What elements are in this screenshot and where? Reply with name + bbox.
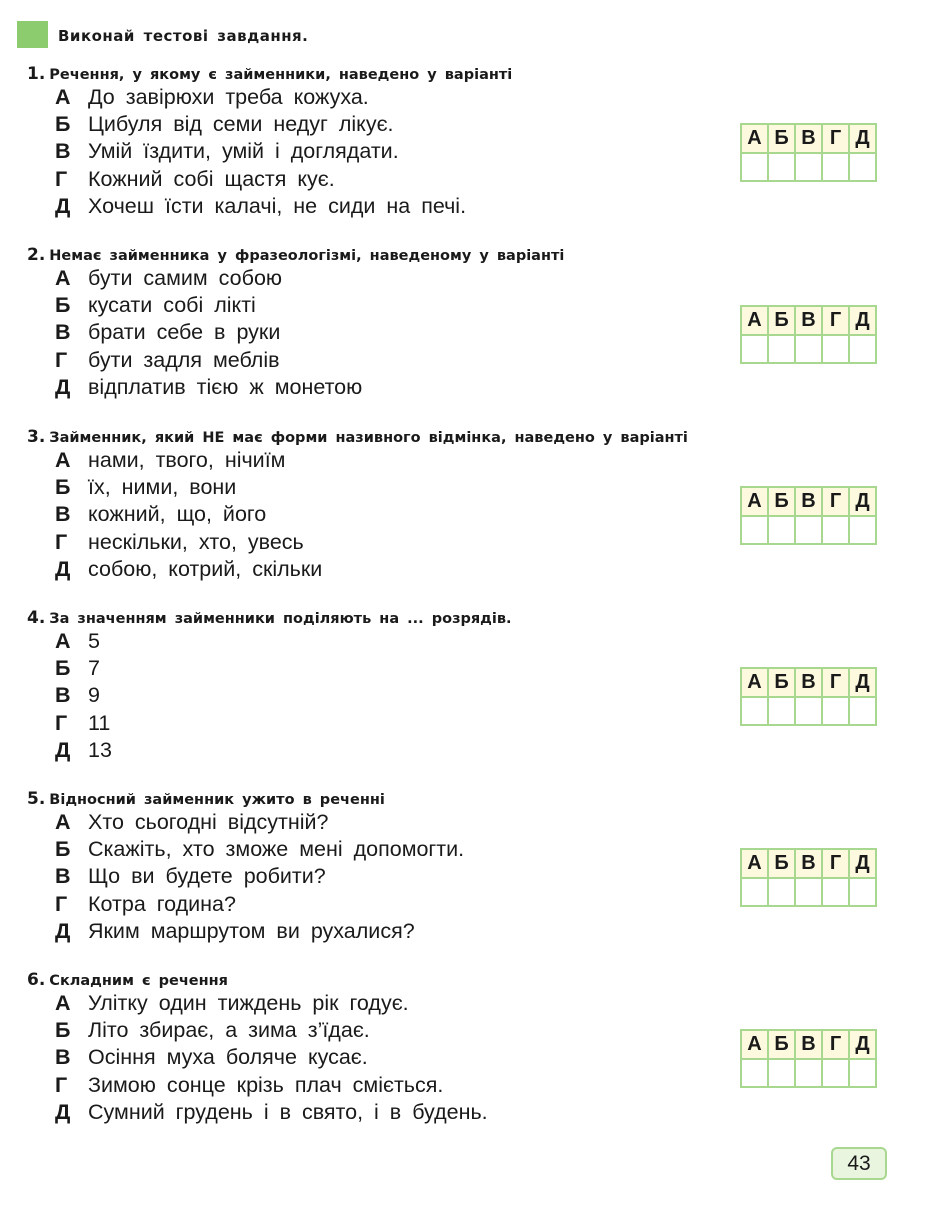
question-number: 4. <box>27 608 46 628</box>
option-text: Яким маршрутом ви рухалися? <box>88 918 415 943</box>
answer-option <box>55 138 466 165</box>
question-prompt <box>27 608 512 628</box>
option-letter: В <box>55 502 71 527</box>
answer-option <box>55 1099 488 1126</box>
answer-grid-header <box>741 124 876 153</box>
option-letter: Г <box>55 529 68 554</box>
answer-cell[interactable] <box>795 1059 822 1087</box>
answer-cell[interactable] <box>768 1059 795 1087</box>
answer-option <box>55 1072 488 1099</box>
answer-option <box>55 347 362 374</box>
answer-option <box>55 447 322 474</box>
answer-grid-cells <box>741 1059 876 1087</box>
answer-grid <box>740 305 877 364</box>
answer-option <box>55 374 362 401</box>
answer-option <box>55 529 322 556</box>
grid-letter: Б <box>768 124 795 153</box>
option-letter: А <box>55 266 71 290</box>
grid-letter: А <box>741 668 768 697</box>
grid-letter: Г <box>822 124 849 153</box>
answer-option <box>55 990 488 1017</box>
answer-option <box>55 1044 488 1071</box>
answer-cell[interactable] <box>768 153 795 181</box>
grid-letter: В <box>795 1030 822 1059</box>
answer-cell[interactable] <box>822 335 849 363</box>
grid-letter: Б <box>768 1030 795 1059</box>
option-letter: А <box>55 629 71 653</box>
option-text: Хто сьогодні відсутній? <box>88 810 329 834</box>
answer-cell[interactable] <box>768 335 795 363</box>
option-letter: Б <box>55 656 71 681</box>
option-text: 5 <box>88 629 100 653</box>
option-letter: Д <box>55 737 71 762</box>
answer-grid-header <box>741 306 876 335</box>
answer-options <box>55 265 362 401</box>
grid-letter: Б <box>768 668 795 697</box>
option-text: 11 <box>88 710 111 735</box>
option-text: їх, ними, вони <box>88 475 237 500</box>
answer-cell[interactable] <box>795 335 822 363</box>
answer-cell[interactable] <box>822 153 849 181</box>
answer-option <box>55 710 112 737</box>
answer-cell[interactable] <box>741 335 768 363</box>
grid-letter: В <box>795 849 822 878</box>
grid-letter: А <box>741 124 768 153</box>
answer-cell[interactable] <box>795 697 822 725</box>
option-text: відплатив тією ж монетою <box>88 374 363 399</box>
answer-cell[interactable] <box>741 516 768 544</box>
option-letter: Г <box>55 166 68 191</box>
grid-letter: Д <box>849 487 876 516</box>
option-letter: В <box>55 139 71 164</box>
option-letter: А <box>55 448 71 472</box>
answer-grid <box>740 667 877 726</box>
answer-cell[interactable] <box>741 697 768 725</box>
grid-letter: А <box>741 849 768 878</box>
option-letter: Д <box>55 193 71 218</box>
answer-cell[interactable] <box>795 153 822 181</box>
option-text: нами, твого, нічиїм <box>88 448 286 472</box>
option-text: нескільки, хто, увесь <box>88 529 304 554</box>
answer-grid-header <box>741 1030 876 1059</box>
question-4 <box>0 608 925 788</box>
answer-grid <box>740 848 877 907</box>
question-prompt <box>27 789 385 809</box>
answer-options <box>55 990 488 1126</box>
answer-grid <box>740 1029 877 1088</box>
answer-option <box>55 292 362 319</box>
option-letter: А <box>55 991 71 1015</box>
question-text: За значенням займенники поділяють на ... розрядів. <box>49 611 512 627</box>
option-text: собою, котрий, скільки <box>88 556 323 581</box>
option-text: бути самим собою <box>88 266 283 290</box>
grid-letter: Д <box>849 849 876 878</box>
answer-option <box>55 319 362 346</box>
answer-option <box>55 111 466 138</box>
grid-letter: В <box>795 306 822 335</box>
option-text: До завірюхи треба кожуха. <box>88 85 369 109</box>
option-text: Літо збирає, а зима з’їдає. <box>88 1018 370 1043</box>
grid-letter: А <box>741 1030 768 1059</box>
option-text: Що ви будете робити? <box>88 864 326 889</box>
answer-grid <box>740 123 877 182</box>
option-text: Скажіть, хто зможе мені допомогти. <box>88 837 465 862</box>
grid-letter: В <box>795 124 822 153</box>
answer-cell[interactable] <box>795 878 822 906</box>
answer-option <box>55 474 322 501</box>
grid-letter: Г <box>822 306 849 335</box>
answer-cell[interactable] <box>822 697 849 725</box>
answer-option <box>55 737 112 764</box>
option-text: Котра година? <box>88 891 236 916</box>
option-letter: Д <box>55 556 71 581</box>
answer-options <box>55 628 112 764</box>
option-text: 13 <box>88 737 112 762</box>
option-text: кожний, що, його <box>88 502 267 527</box>
answer-cell[interactable] <box>768 878 795 906</box>
answer-grid-cells <box>741 697 876 725</box>
question-number: 2. <box>27 245 46 265</box>
option-letter: В <box>55 683 71 708</box>
question-prompt <box>27 427 688 447</box>
option-text: бути задля меблів <box>88 347 280 372</box>
question-number: 1. <box>27 64 46 84</box>
answer-option <box>55 836 464 863</box>
answer-cell[interactable] <box>849 1059 876 1087</box>
option-letter: Г <box>55 891 68 916</box>
answer-grid-cells <box>741 516 876 544</box>
answer-cell[interactable] <box>822 878 849 906</box>
option-text: Хочеш їсти калачі, не сиди на печі. <box>88 193 467 218</box>
answer-cell[interactable] <box>741 1059 768 1087</box>
answer-option <box>55 501 322 528</box>
grid-letter: В <box>795 668 822 697</box>
option-letter: Г <box>55 1072 68 1097</box>
question-number: 6. <box>27 970 46 990</box>
question-number: 5. <box>27 789 46 809</box>
answer-grid-cells <box>741 335 876 363</box>
answer-option <box>55 655 112 682</box>
question-text: Складним є речення <box>49 973 228 989</box>
question-prompt <box>27 64 512 84</box>
option-text: Осіння муха боляче кусає. <box>88 1045 368 1070</box>
option-letter: Б <box>55 293 71 318</box>
question-1 <box>0 64 925 244</box>
option-text: Сумний грудень і в свято, і в будень. <box>88 1099 488 1124</box>
answer-cell[interactable] <box>849 697 876 725</box>
answer-option <box>55 193 466 220</box>
answer-option <box>55 1017 488 1044</box>
answer-grid-header <box>741 487 876 516</box>
option-letter: Б <box>55 1018 71 1043</box>
answer-option <box>55 891 464 918</box>
question-3 <box>0 427 925 607</box>
answer-grid <box>740 486 877 545</box>
instruction-heading: Виконай тестові завдання. <box>58 27 309 45</box>
answer-option <box>55 863 464 890</box>
answer-cell[interactable] <box>741 878 768 906</box>
question-text: Немає займенника у фразеологізмі, наведеному у варіанті <box>49 248 565 264</box>
option-text: брати себе в руки <box>88 320 281 345</box>
answer-option <box>55 265 362 292</box>
grid-letter: Д <box>849 124 876 153</box>
grid-letter: Б <box>768 849 795 878</box>
option-letter: Б <box>55 837 71 862</box>
option-letter: А <box>55 85 71 109</box>
option-text: 9 <box>88 683 100 708</box>
answer-option <box>55 682 112 709</box>
grid-letter: Б <box>768 487 795 516</box>
answer-grid-cells <box>741 878 876 906</box>
option-text: Умій їздити, умій і доглядати. <box>88 139 399 164</box>
answer-cell[interactable] <box>741 153 768 181</box>
option-letter: В <box>55 320 71 345</box>
question-number: 3. <box>27 427 46 447</box>
answer-cell[interactable] <box>849 335 876 363</box>
answer-cell[interactable] <box>849 878 876 906</box>
grid-letter: Г <box>822 1030 849 1059</box>
option-letter: Б <box>55 475 71 500</box>
option-letter: Д <box>55 374 71 399</box>
grid-letter: Д <box>849 668 876 697</box>
answer-option <box>55 556 322 583</box>
option-letter: Д <box>55 1099 71 1124</box>
option-text: 7 <box>88 656 100 681</box>
page-number: 43 <box>831 1147 887 1180</box>
answer-grid-header <box>741 849 876 878</box>
grid-letter: А <box>741 306 768 335</box>
answer-options <box>55 809 464 945</box>
answer-cell[interactable] <box>822 516 849 544</box>
option-letter: А <box>55 810 71 834</box>
option-text: Улітку один тиждень рік годує. <box>88 991 409 1015</box>
question-text: Речення, у якому є займенники, наведено у варіанті <box>49 67 513 83</box>
option-text: Зимою сонце крізь плач сміється. <box>88 1072 444 1097</box>
answer-cell[interactable] <box>849 153 876 181</box>
question-prompt <box>27 245 564 265</box>
question-text: Займенник, який НЕ має форми називного відмінка, наведено у варіанті <box>49 430 688 446</box>
option-letter: В <box>55 864 71 889</box>
question-6 <box>0 970 925 1150</box>
option-letter: Б <box>55 112 71 137</box>
option-letter: Д <box>55 918 71 943</box>
answer-options <box>55 447 322 583</box>
answer-option <box>55 918 464 945</box>
section-marker <box>17 21 48 48</box>
option-text: Кожний собі щастя кує. <box>88 166 335 191</box>
grid-letter: Д <box>849 306 876 335</box>
answer-option <box>55 166 466 193</box>
question-text: Відносний займенник ужито в реченні <box>49 792 385 808</box>
answer-cell[interactable] <box>795 516 822 544</box>
option-text: кусати собі лікті <box>88 293 256 318</box>
option-letter: Г <box>55 347 68 372</box>
answer-grid-header <box>741 668 876 697</box>
option-text: Цибуля від семи недуг лікує. <box>88 112 394 137</box>
answer-cell[interactable] <box>849 516 876 544</box>
option-letter: Г <box>55 710 68 735</box>
answer-option <box>55 809 464 836</box>
answer-cell[interactable] <box>768 697 795 725</box>
grid-letter: Д <box>849 1030 876 1059</box>
answer-option <box>55 628 112 655</box>
question-prompt <box>27 970 228 990</box>
grid-letter: Г <box>822 849 849 878</box>
question-5 <box>0 789 925 969</box>
answer-grid-cells <box>741 153 876 181</box>
grid-letter: Г <box>822 487 849 516</box>
answer-cell[interactable] <box>768 516 795 544</box>
answer-options <box>55 84 466 220</box>
answer-option <box>55 84 466 111</box>
grid-letter: А <box>741 487 768 516</box>
grid-letter: Г <box>822 668 849 697</box>
option-letter: В <box>55 1045 71 1070</box>
grid-letter: Б <box>768 306 795 335</box>
answer-cell[interactable] <box>822 1059 849 1087</box>
grid-letter: В <box>795 487 822 516</box>
question-2 <box>0 245 925 425</box>
